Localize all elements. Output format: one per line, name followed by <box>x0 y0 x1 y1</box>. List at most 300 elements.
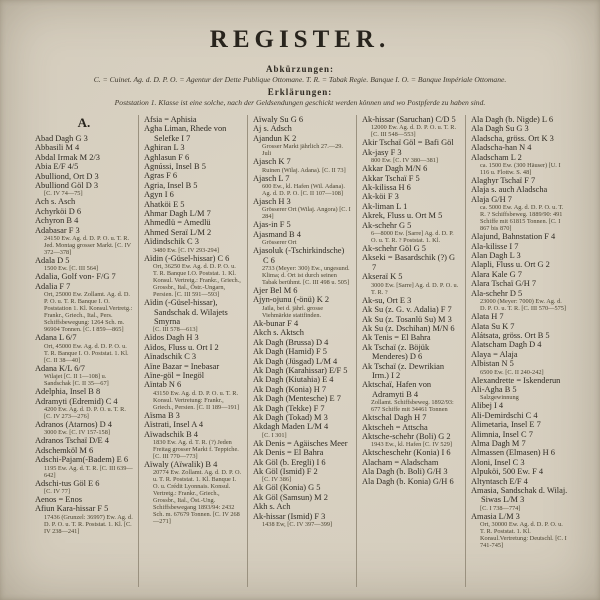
page-title: REGISTER. <box>209 26 391 53</box>
entry-name: Adschemköl M 6 <box>35 445 94 455</box>
entry-name: Ak-liman L 1 <box>362 201 408 211</box>
index-entry <box>253 338 351 347</box>
entry-details: Ruinen (Wilaj. Adana). [C. II 73] <box>262 166 346 174</box>
entry-details: 1943 Ew., kl. Hafen [C. IV 529] <box>371 441 452 449</box>
index-entry <box>253 220 351 229</box>
entry-details: 6—8000 Ew. [Sarre] Ag. d. D. P. O. u. T. R. ? Poststat. 1. Kl. <box>371 230 454 245</box>
entry-name: Akrek, Fluss u. Ort M 5 <box>362 211 443 221</box>
entry-name: Aladscha, gröss. Ort K 3 <box>471 133 554 143</box>
entry-name: Ajyn-ojunu (-önü) K 2 <box>253 295 330 305</box>
index-entry <box>144 411 242 420</box>
index-entry <box>253 422 351 438</box>
entry-name: Aïnadschik C 3 <box>144 352 197 362</box>
index-entry <box>253 230 351 246</box>
entry-details: Jaïla, bei d. jährl. grosse Viehmärkte stattfinden. <box>262 304 324 319</box>
index-entry <box>362 148 460 164</box>
entry-name: Alimnia, Insel C 7 <box>471 429 533 439</box>
index-entry <box>362 253 460 272</box>
index-entry <box>144 228 242 237</box>
index-entry <box>35 504 133 534</box>
entry-name: Ajas-in F 5 <box>253 220 291 230</box>
entry-name: Abulliond Göl D 3 <box>35 181 99 191</box>
entry-details: [C. I 301] <box>262 431 287 439</box>
index-entry <box>362 324 460 333</box>
index-entry <box>35 364 133 387</box>
entry-name: Almassen (Elmasen) H 6 <box>471 448 555 458</box>
index-entry <box>253 286 351 295</box>
index-entry <box>471 430 569 439</box>
index-entry <box>471 512 569 549</box>
entry-name: Alara Tschaï G/H 7 <box>471 279 537 289</box>
entry-name: Ak Su (z. Dschihan) M/N 6 <box>362 323 455 333</box>
entry-name: Abulliond, Ort D 3 <box>35 171 99 181</box>
entry-details: 1438 Ew, [C. IV 397—399] <box>262 521 333 528</box>
entry-name: Aj s. Adsch <box>253 124 292 134</box>
entry-name: Alexandrette = Iskenderun <box>471 375 561 385</box>
index-column-5 <box>465 115 574 587</box>
entry-name: Alaja G/H 7 <box>471 194 512 204</box>
entry-details: 20774 Ew. Zollamt. Ag. d. D. P. O. u. T. R. Poststat. 1. Kl. Banque I. O. u. Crédit Lyonnais. Konsul. Vertretg.: Frankr., Griech., Grossbr., Ital., Öst.-Ung. Schiffsbewegang 1893/94: 2432 Sch. m. 67679 Tonnen. [C. IV 268—271] <box>153 469 242 526</box>
index-entry <box>471 195 569 232</box>
entry-name: Alaja s. auch Aladscha <box>471 185 548 195</box>
index-entry <box>362 413 460 422</box>
entry-name: Ak Dagh (Tekke) F 7 <box>253 403 325 413</box>
entry-name: Ali-Demirdschi C 4 <box>471 410 538 420</box>
entry-name: Adalia, Golf von- F/G 7 <box>35 272 116 282</box>
index-entry <box>253 493 351 502</box>
index-entry <box>144 430 242 460</box>
entry-details: [C. IV 74—75] <box>44 190 83 198</box>
index-entry <box>253 197 351 220</box>
entry-name: Aladscham L 2 <box>471 152 522 162</box>
entry-name: Adana L 6/7 <box>35 333 77 343</box>
index-entry <box>35 495 133 504</box>
entry-name: Akch s. Aktsch <box>253 328 304 338</box>
index-entry <box>253 512 351 528</box>
entry-details: Grösserer Ort <box>262 239 297 247</box>
entry-name: Afiun Kara-hissar F 5 <box>35 504 109 514</box>
entry-name: Agnússi, Insel B 5 <box>144 162 206 172</box>
entry-name: Alajund, Bahnstation F 4 <box>471 232 556 242</box>
index-entry <box>35 162 133 171</box>
entry-name: Ak Dagh (Tokad) M 3 <box>253 412 328 422</box>
index-entry <box>471 242 569 251</box>
index-entry <box>471 350 569 359</box>
entry-name: Akdagh Maden L/M 4 <box>253 422 329 432</box>
entry-name: Alma Dagh M 7 <box>471 438 526 448</box>
index-entry <box>35 272 133 281</box>
entry-name: Achyrköi D 6 <box>35 206 82 216</box>
index-entry <box>362 221 460 244</box>
entry-name: Ak-schehr Göl G 5 <box>362 244 426 254</box>
index-entry <box>35 446 133 455</box>
entry-name: Aïdin (-Güsel-hissar), Sandschak d. Wilajets Smyrna <box>144 298 228 326</box>
index-entry <box>144 190 242 199</box>
entry-name: Ak-hissar (Ismid) F 3 <box>253 511 326 521</box>
index-entry <box>362 183 460 192</box>
entry-name: Alátsata, gröss. Ort B 5 <box>471 330 550 340</box>
entry-name: Aktschaï, Hafen von Adramyti B 4 <box>362 380 432 399</box>
index-entry <box>362 362 460 381</box>
index-entry <box>35 387 133 396</box>
entry-details: 23000 (Meyer: 7000) Ew. Ag. d. D. P. O. u. T. R. [C. III 570—575] <box>480 298 566 313</box>
entry-name: Alaghyr Tschaï F 7 <box>471 176 536 186</box>
index-entry <box>471 232 569 241</box>
entry-details: [C. IV 77] <box>44 487 70 495</box>
index-entry <box>362 343 460 362</box>
index-entry <box>144 209 242 218</box>
explanations-line: Poststation 1. Klasse ist eine solche, nach der Geldsendungen geschickt werden können und wo Postpferde zu haben sind. <box>114 98 486 107</box>
entry-name: Ak-hissar (Saruchan) C/D 5 <box>362 115 456 124</box>
index-entry <box>471 486 569 512</box>
index-entry <box>144 343 242 352</box>
entry-name: Ach s. Asch <box>35 197 76 207</box>
index-entry <box>362 164 460 173</box>
entry-name: Adalia F 7 <box>35 281 71 291</box>
index-entry <box>362 380 460 413</box>
entry-name: Aïdin (-Güsel-hissar) C 6 <box>144 253 230 263</box>
entry-name: Ahatköi E 5 <box>144 199 185 209</box>
entry-name: Aghiran L 3 <box>144 143 185 153</box>
entry-name: Alara Kale G 7 <box>471 269 522 279</box>
entry-name: Adelphia, Insel B 8 <box>35 387 101 397</box>
entry-name: Ak Dagh (Kiutahia) E 4 <box>253 375 334 385</box>
entry-name: Akir Tschaï Göl = Bafi Göl <box>362 138 454 148</box>
entry-name: Ala Dagh (b. Konia) G/H 6 <box>362 476 454 486</box>
index-entry <box>362 477 460 486</box>
index-entry <box>253 385 351 394</box>
entry-name: Ak Dagh (Mentesche) E 7 <box>253 394 341 404</box>
index-entry <box>253 328 351 337</box>
entry-details: Ort, 30000 Ew. Ag. d. D. P. O. u. T. R. Poststat. 1. Kl. Konsul.Vertretung: Deutschl. [C. I 741-745] <box>480 521 567 550</box>
index-entry <box>362 174 460 183</box>
index-entry <box>471 331 569 340</box>
index-entry <box>253 375 351 384</box>
entry-name: Ak Tschaï (z. Böjük Menderes) D 6 <box>362 342 430 362</box>
index-entry <box>471 289 569 312</box>
index-entry <box>471 359 569 375</box>
entry-details: [C. IV 386] <box>262 476 292 484</box>
index-entry <box>471 153 569 176</box>
entry-details: Ort, 36250 Ew. Ag. d. D. P. O. u. T. R. Banque I.O. Poststat. 1. Kl. Konsul. Vertretg.: Frankr., Griech., Grossbr., Ital., Östr.-Ungarn, Persien. [C. III 591—593] <box>153 263 241 299</box>
entry-name: Aïntab N 6 <box>144 380 182 390</box>
index-entry <box>362 305 460 314</box>
entry-name: Ala Dagh (b. Boli) G/H 3 <box>362 467 448 477</box>
index-entry <box>144 115 242 124</box>
explanations-heading: Erklärungen: <box>267 87 333 97</box>
entry-name: Aïne-göl = Inegöl <box>144 370 205 380</box>
entry-name: Ahmedlü = Amedlü <box>144 218 211 228</box>
entry-name: Agyn I 6 <box>144 190 174 200</box>
entry-details: 3000 Ew. [C. IV 157-158] <box>44 429 110 437</box>
entry-details: 3000 Ew. [Sarre] Ag. d. D. P. O. u. T. R. ? <box>371 281 459 296</box>
index-entry <box>471 467 569 476</box>
index-entry <box>362 272 460 295</box>
index-column-1 <box>30 115 138 587</box>
index-entry <box>144 380 242 410</box>
index-entry <box>144 254 242 298</box>
entry-name: Ak-su, Ort E 3 <box>362 295 412 305</box>
index-entry <box>471 376 569 385</box>
entry-name: Adranos (Atarnos) D 4 <box>35 419 112 429</box>
index-entry <box>253 467 351 483</box>
index-entry <box>35 282 133 333</box>
index-entry <box>471 279 569 288</box>
entry-name: Alacham = Aladscham <box>362 457 439 467</box>
index-entry <box>362 467 460 476</box>
index-entry <box>471 143 569 152</box>
index-entry <box>35 397 133 420</box>
entry-name: Akh s. Ach <box>253 502 291 512</box>
entry-name: Ala-schehr D 5 <box>471 288 523 298</box>
index-entry <box>144 153 242 162</box>
index-entry <box>144 298 242 333</box>
index-entry <box>362 315 460 324</box>
entry-name: Aktscheschehr (Konia) I 6 <box>362 448 451 458</box>
index-entry <box>35 207 133 216</box>
index-entry <box>253 174 351 197</box>
entry-name: Ak Denis = Agäisches Meer <box>253 438 348 448</box>
entry-name: Adabasar F 3 <box>35 225 80 235</box>
abbreviations-heading: Abkürzungen: <box>265 64 334 74</box>
index-entry <box>253 458 351 467</box>
index-entry <box>35 153 133 162</box>
entry-name: Agras F 6 <box>144 171 178 181</box>
index-entry <box>144 143 242 152</box>
entry-name: Aktscheh = Attscha <box>362 422 428 432</box>
index-entry <box>35 216 133 225</box>
entry-name: Ali-Agha B 5 <box>471 384 517 394</box>
index-entry <box>471 312 569 321</box>
entry-name: Aïwaly Su G 6 <box>253 115 304 124</box>
entry-name: Ajasch H 3 <box>253 197 291 207</box>
index-column-4 <box>356 115 465 587</box>
entry-name: Aktschal Dagh H 7 <box>362 413 427 423</box>
entry-details: 600 Ew., kl. Hafen (Wil. Adana). Ag. d. D. P. O. [C. II 107—108] <box>262 183 345 198</box>
entry-name: Ak-bunar F 4 <box>253 318 299 328</box>
index-entry <box>471 401 569 410</box>
entry-name: Abad Dagh G 3 <box>35 134 88 143</box>
entry-details: 1830 Ew. Ag. d. T. R. (?) Jeden Freitag grosser Markt f. Teppiche. [C. III 770—773] <box>153 438 239 460</box>
entry-details: 12000 Ew. Ag. d. D. P. O. u. T. R. [C. III 548—553] <box>371 124 457 139</box>
entry-name: Ajasch K 7 <box>253 157 291 167</box>
entry-name: Alaya = Alaja <box>471 349 518 359</box>
entry-details: [C. I 738—774] <box>480 504 521 512</box>
entry-name: Ala Dagh (b. Nigde) L 6 <box>471 115 554 124</box>
index-entry <box>144 362 242 371</box>
entry-name: Aladscha-han N 4 <box>471 143 532 153</box>
index-entry <box>144 420 242 429</box>
entry-name: Ala-kilisse I 7 <box>471 241 519 251</box>
index-entry <box>253 319 351 328</box>
entry-details: Ort, 45000 Ew. Ag. d. D. P. O. u. T. R. Banque I. O. Poststat. 1. Kl. [C. II 38—40] <box>44 342 129 364</box>
entry-name: Aïne Bazar = Inebasar <box>144 361 220 371</box>
index-entry <box>471 322 569 331</box>
index-entry <box>253 357 351 366</box>
entry-name: Abdal Irmak M 2/3 <box>35 152 100 162</box>
index-entry <box>471 439 569 448</box>
index-entry <box>253 124 351 133</box>
entry-name: Akkar Tschaï F 5 <box>362 173 420 183</box>
entry-name: Agha Liman, Rhede von Selefke I 7 <box>144 124 227 143</box>
index-entry <box>471 251 569 260</box>
index-entry <box>253 115 351 124</box>
index-entry <box>471 385 569 401</box>
index-entry <box>362 432 460 448</box>
index-entry <box>362 296 460 305</box>
index-entry <box>362 115 460 138</box>
index-entry <box>471 411 569 420</box>
entry-name: Ahmar Dagh L/M 7 <box>144 209 211 219</box>
entry-name: Alatscham Dagh D 4 <box>471 340 542 350</box>
entry-name: Ak Tschaï (z. Dewrikian Irm.) I 2 <box>362 361 445 380</box>
index-column-3 <box>247 115 356 587</box>
entry-details: [C. III 578—613] <box>153 326 198 334</box>
index-entry <box>144 200 242 209</box>
entry-name: Ak-kilissa H 6 <box>362 183 411 193</box>
index-entry <box>253 347 351 356</box>
entry-details: 800 Ew. [C. IV 380—381] <box>371 157 438 165</box>
index-entry <box>471 340 569 349</box>
index-entry <box>362 202 460 211</box>
entry-details: Ort, 25000 Ew. Zollamt. Ag. d. D. P. O. u. T. R. Banque I. O. Poststation 1. Kl. Konsul.Vertretg.: Frankr., Griech., Ital., Pers. Schiffsbewegung: 1264 Sch. m. 96904 Tonnen. [C. I 859—865] <box>44 291 133 334</box>
index-entry <box>471 448 569 457</box>
index-entry <box>144 460 242 525</box>
entry-name: Adala D 5 <box>35 256 70 266</box>
index-entry <box>362 423 460 432</box>
index-entry <box>144 237 242 253</box>
index-entry <box>144 371 242 380</box>
entry-name: Ak-köi F 3 <box>362 192 399 202</box>
entry-details: 17436 (Grunzel: 36997) Ew. Ag. d. D. P. O. u. T. R. Poststat. 1. Kl. [C. IV 238—241] <box>44 513 133 535</box>
index-entry <box>362 138 460 147</box>
entry-name: Aïdindschik C 3 <box>144 237 199 247</box>
entry-name: Albistan N 5 <box>471 359 514 369</box>
entry-name: Afsia = Aphisia <box>144 115 197 124</box>
entry-name: Ajasmand B 4 <box>253 229 301 239</box>
index-entry <box>471 185 569 194</box>
index-entry <box>253 439 351 448</box>
entry-details: 43150 Ew. Ag. d. D. P. O. u. T. R. Konsul. Vertretung: Frankr., Griech., Persien. [C. II 189—191] <box>153 389 240 411</box>
index-entry <box>253 134 351 157</box>
entry-details: Grösserer Ort (Wilaj. Angora) [C. I 284] <box>262 206 351 221</box>
entry-name: Aïwadschik B 4 <box>144 429 198 439</box>
entry-name: Adramyti (Edremid) C 4 <box>35 396 118 406</box>
index-entry <box>471 260 569 269</box>
index-entry <box>362 333 460 342</box>
index-entry <box>35 333 133 363</box>
index-entry <box>35 181 133 197</box>
index-entry <box>471 458 569 467</box>
index-entry <box>471 477 569 486</box>
entry-name: Aïsma B 3 <box>144 410 180 420</box>
entry-name: Ak Dagh (Hamid) F 5 <box>253 347 327 357</box>
entry-name: Aïwaly (Aïwalik) B 4 <box>144 459 218 469</box>
index-entry <box>253 246 351 286</box>
entry-details: ca. 1500 Ew. (300 Häuser) [U. I 116 u. Flottw. S. 48] <box>480 162 561 177</box>
entry-details: 6500 Ew. [C. II 240-242] <box>480 368 544 376</box>
entry-name: Alan Dagh L 3 <box>471 251 521 261</box>
entry-name: Alibej I 4 <box>471 401 504 411</box>
entry-name: Amasia L/M 3 <box>471 511 520 521</box>
index-entry <box>471 270 569 279</box>
index-entry <box>362 458 460 467</box>
entry-name: Agria, Insel B 5 <box>144 180 198 190</box>
entry-name: Ak-schehr G 5 <box>362 220 412 230</box>
index-entry <box>35 436 133 445</box>
index-entry <box>253 157 351 173</box>
index-entry <box>35 479 133 495</box>
entry-name: Akkar Dagh M/N 6 <box>362 164 428 174</box>
entry-name: Ajasch L 7 <box>253 173 290 183</box>
entry-details: ca. 5000 Ew. Ag. d. D. P. O. u. T. R. ? Schiffsbeweg. 1889/90: 491 Schiffe mit 61815 Tonnen. [C. I 867 bis 870] <box>480 204 564 233</box>
index-entry <box>362 244 460 253</box>
index-entry <box>144 124 242 143</box>
entry-name: Akseraï K 5 <box>362 272 403 282</box>
index-entry <box>35 197 133 206</box>
index-entry <box>253 483 351 492</box>
entry-name: Alata H 7 <box>471 312 504 322</box>
entry-name: Ak Dagh (Konia) H 7 <box>253 384 327 394</box>
entry-details: 2733 (Meyer: 300) Ew., ungesund. Klima; d. Ort ist durch seinen Tabak berühmt. [C. III 498 u. 505] <box>262 265 350 287</box>
index-entry <box>35 420 133 436</box>
index-entry <box>35 172 133 181</box>
index-columns <box>30 115 574 587</box>
index-entry <box>471 176 569 185</box>
entry-name: Adana K/L 6/7 <box>35 363 85 373</box>
entry-name: Ajandun K 2 <box>253 133 297 143</box>
entry-name: Adschi-Pajam(-Badem) E 6 <box>35 455 129 465</box>
entry-name: Ak Dagh (Jüsgad) L/M 4 <box>253 356 338 366</box>
index-entry <box>471 124 569 133</box>
entry-name: Ak Su (z. G. v. Adalia) F 7 <box>362 305 452 315</box>
entry-name: Aktsche-schehr (Boli) G 2 <box>362 431 451 441</box>
entry-name: Adranos Tschaï D/E 4 <box>35 436 109 446</box>
index-entry <box>362 192 460 201</box>
index-entry <box>35 226 133 256</box>
entry-name: Ak-jasy F 3 <box>362 147 402 157</box>
entry-name: Ak Tenis = El Bahra <box>362 333 431 343</box>
entry-name: Abbasili M 4 <box>35 143 80 153</box>
index-entry <box>144 218 242 227</box>
entry-name: Ak Dagh (Karahissar) E/F 5 <box>253 365 348 375</box>
index-entry <box>253 295 351 318</box>
entry-name: Ahmed Seraï L/M 2 <box>144 227 212 237</box>
index-entry <box>471 134 569 143</box>
entry-details: 1500 Ew. [C. III 564] <box>44 265 99 273</box>
index-entry <box>362 448 460 457</box>
index-entry <box>35 143 133 152</box>
index-column-2 <box>138 115 247 587</box>
entry-name: Achyron B 4 <box>35 216 79 226</box>
section-letter: A. <box>77 115 91 130</box>
entry-name: Alata Su K 7 <box>471 321 515 331</box>
entry-details: Wilajet [C. II 1—108] u. Sandschak [C. II 35—67] <box>44 373 109 388</box>
index-entry <box>471 115 569 124</box>
index-entry <box>253 404 351 413</box>
entry-details: 1195 Ew. Ag. d. T. R. [C. III 639—642] <box>44 464 133 479</box>
entry-details: 4200 Ew. Ag. d. D. P. O. u. T. R. [C. IV 273—276] <box>44 405 126 420</box>
index-entry <box>253 448 351 457</box>
entry-details: 24150 Ew. Ag. d. D. P. O. u. T. R. Jed. Montag grosser Markt. [C. IV 372—378] <box>44 235 131 257</box>
entry-name: Ajer Bel M 6 <box>253 286 298 296</box>
entry-name: Ak Göl (Samsun) M 2 <box>253 492 328 502</box>
entry-details: Zollamt. Schiffsbeweg. 1892/93: 677 Schiffe mit 34461 Tonnen <box>371 399 454 414</box>
entry-name: Ak Göl (Konia) G 5 <box>253 483 321 493</box>
index-entry <box>362 211 460 220</box>
entry-name: Ak Dagh (Brussa) D 4 <box>253 337 329 347</box>
entry-name: Ak Su (z. Tosanlü Su) M 3 <box>362 314 452 324</box>
